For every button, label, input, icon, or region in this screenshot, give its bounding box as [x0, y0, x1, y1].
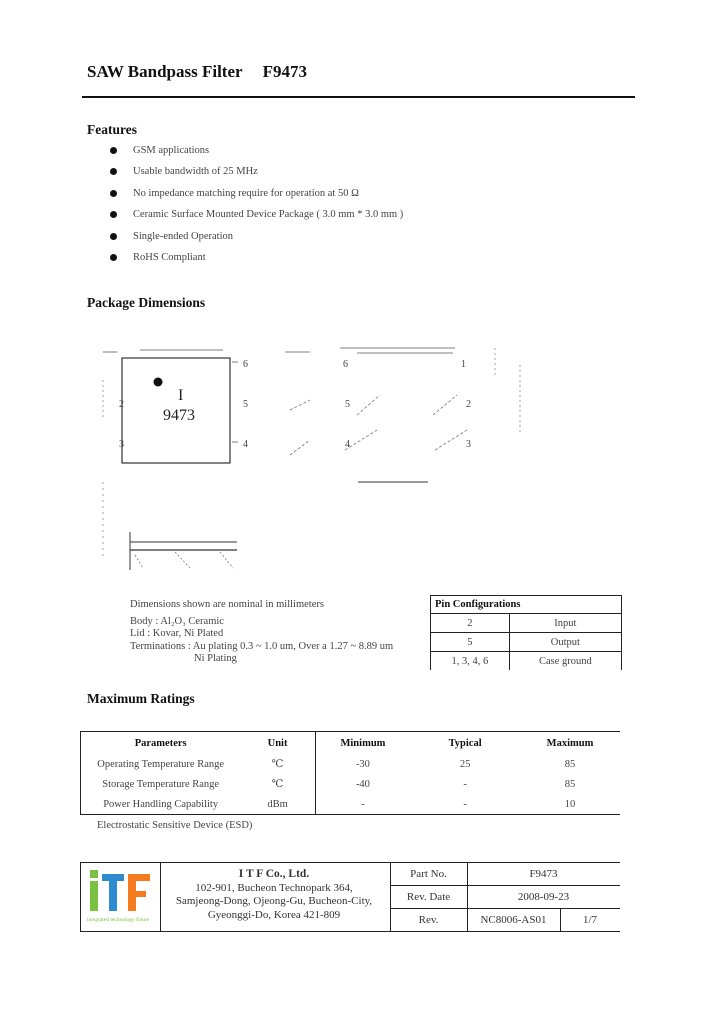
col-header: Typical — [410, 732, 520, 755]
col-header: Unit — [240, 732, 315, 755]
nominal-note: Dimensions shown are nominal in millimeters — [130, 599, 324, 610]
bullet-icon — [110, 147, 117, 154]
pin-function: Input — [509, 614, 621, 633]
pin-config-heading: Pin Configurations — [431, 596, 622, 614]
marking-line1: I — [178, 387, 184, 404]
company-info — [160, 868, 388, 922]
pin-label: 3 — [119, 439, 124, 450]
table-row: Power Handling Capability dBm - - 10 — [81, 794, 621, 815]
company-address: Samjeong-Dong, Ojeong-Gu, Bucheon-City, — [175, 895, 373, 907]
pin-config-table — [430, 595, 622, 670]
features-heading: Features — [87, 122, 137, 137]
company-address: Gyeonggi-Do, Korea 421-809 — [207, 908, 341, 921]
pin-label: 5 — [243, 399, 248, 410]
part-no-value: F9473 — [529, 868, 558, 880]
pin-label: 5 — [345, 399, 350, 410]
ni-plating-note: Ni Plating — [194, 653, 237, 664]
logo-tagline: integrated technology future — [87, 917, 150, 923]
marking-line2: 9473 — [163, 407, 195, 424]
pin-label: 1 — [461, 359, 466, 370]
col-header: Parameters — [81, 732, 241, 755]
pin-label: 6 — [343, 359, 348, 370]
pin-label: 2 — [119, 399, 124, 410]
pin-label: 4 — [345, 439, 350, 450]
feature-item: No impedance matching require for operation at 50 Ω — [110, 188, 359, 199]
col-header: Maximum — [520, 732, 620, 755]
footer-bottom-rule — [80, 931, 620, 932]
document-title — [87, 62, 307, 82]
feature-item: Usable bandwidth of 25 MHz — [110, 166, 258, 177]
bullet-icon — [110, 254, 117, 261]
feature-item: Single-ended Operation — [110, 231, 233, 242]
rev-label: Rev. — [418, 914, 439, 926]
table-row: Operating Temperature Range ℃ -30 25 85 — [81, 754, 621, 774]
feature-item: Ceramic Surface Mounted Device Package ( 3.0 mm * 3.0 mm ) — [110, 209, 403, 220]
pin-label: 4 — [243, 439, 248, 450]
pin-number: 2 — [431, 614, 510, 633]
bullet-icon — [110, 233, 117, 240]
rev-value: NC8006-AS01 — [480, 914, 547, 926]
pin-label: 3 — [466, 439, 471, 450]
lid-note: Lid : Kovar, Ni Plated — [130, 628, 224, 639]
title-text: SAW Bandpass Filter — [87, 62, 243, 81]
esd-note: Electrostatic Sensitive Device (ESD) — [97, 820, 253, 831]
max-ratings-heading: Maximum Ratings — [87, 691, 195, 706]
company-logo — [84, 866, 158, 928]
package-drawing — [95, 320, 545, 575]
pin-label: 6 — [243, 359, 248, 370]
pin-label: 2 — [466, 399, 471, 410]
rev-date-value: 2008-09-23 — [517, 891, 570, 903]
pin-function: Output — [509, 633, 621, 652]
feature-item: RoHS Compliant — [110, 252, 206, 263]
pin-function: Case ground — [509, 652, 621, 671]
terminations-note: Terminations : Au plating 0.3 ~ 1.0 um, Over a 1.27 ~ 8.89 um — [130, 641, 394, 652]
bullet-icon — [110, 211, 117, 218]
pin-number: 5 — [431, 633, 510, 652]
company-name: I T F Co., Ltd. — [238, 868, 310, 880]
col-header: Minimum — [315, 732, 410, 755]
max-ratings-table — [80, 731, 620, 815]
feature-item: GSM applications — [110, 145, 209, 156]
bullet-icon — [110, 168, 117, 175]
bullet-icon — [110, 190, 117, 197]
body-note: Body : Al₂O₃ Ceramic — [130, 616, 224, 627]
package-heading: Package Dimensions — [87, 295, 206, 310]
company-address: 102-901, Bucheon Technopark 364, — [195, 881, 353, 894]
rev-date-label: Rev. Date — [406, 891, 451, 903]
page-number: 1/7 — [582, 914, 598, 926]
table-row: Storage Temperature Range ℃ -40 - 85 — [81, 774, 621, 794]
part-number: F9473 — [262, 62, 307, 81]
part-no-label: Part No. — [410, 868, 447, 880]
pin-number: 1, 3, 4, 6 — [431, 652, 510, 671]
title-rule — [82, 96, 635, 98]
footer-top-rule — [80, 862, 620, 863]
pin1-marker — [154, 378, 163, 387]
